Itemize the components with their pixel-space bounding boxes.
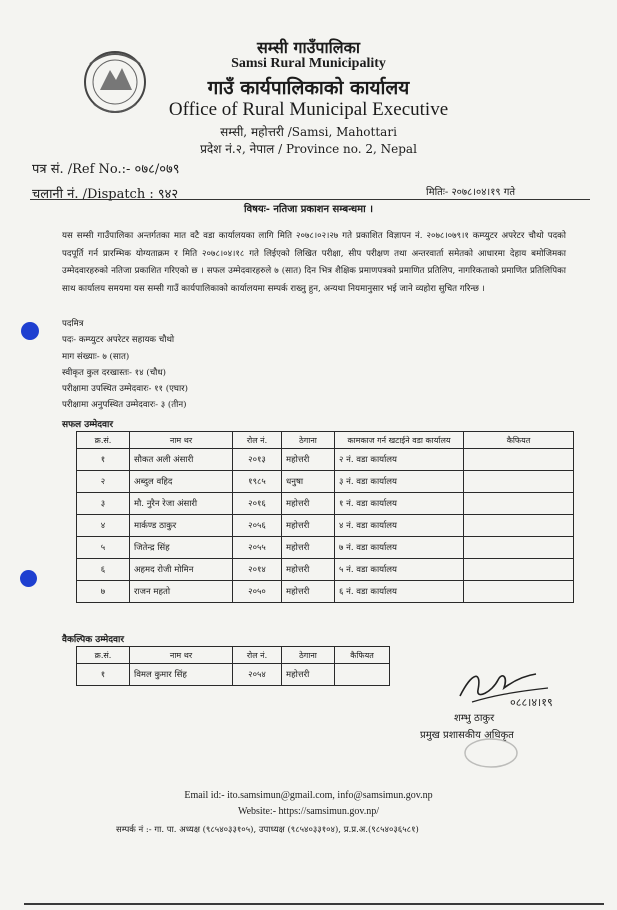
signature-date: ०८८।४।१९	[510, 696, 553, 708]
table-cell: महोत्तरी	[282, 449, 335, 471]
column-header: नाम थर	[130, 432, 233, 449]
letter-body: यस सम्सी गाउँपालिका अन्तर्गतका मात वटै वडा कार्यालयका लागि मिति २०७८।०२।२७ गते प्रकाशित विज्ञापन नं. २०७८।०७९।१ कम्प्युटर अपरेटर चौथो पदको पदपूर्ति गर्न प्रारम्भिक योग्यताक्रम र मिति २०७८।०४।१८ गते लिईएको लिखित परीक्षा, सीप परीक्षण तथा अन्तरवार्ता समेतको आधारमा देहाय बमोजिमका उम्मेदवारहरुको नतिजा प्रकाशित गरिएको छ । सफल उम्मेदवारहरुले ७ (सात) दिन भित्र शैक्षिक प्रमाणपत्रको प्रमाणित प्रतिलिप, नागरिकताको प्रमाणित प्रतिलिपिका साथ कार्यालय समयमा यस सम्सी गाउँ कार्यपालिकाको कार्यालयमा सम्पर्क राख्नु हुन, अन्यथा नियमानुसार भई जाने व्यहोरा सुचित गरिन्छ ।	[62, 231, 566, 294]
table-row	[77, 493, 574, 515]
column-header: रोल नं.	[233, 647, 282, 664]
table-cell: मौ. नुरैन रेजा अंसारी	[130, 493, 233, 515]
table-row	[77, 449, 574, 471]
recruitment-info	[62, 316, 188, 414]
column-header: कैफियत	[335, 647, 390, 664]
table-cell: ७	[77, 581, 130, 603]
footer-contact: सम्पर्क नं :- गा. पा. अध्यक्ष (९८५४०३३१०५), उपाध्यक्ष (९८५४०३३१०४), प्र.प्र.अ.(९८५४०३६५८१)	[116, 825, 419, 835]
table-cell	[464, 493, 574, 515]
table-cell	[335, 664, 390, 686]
table-cell: महोत्तरी	[282, 559, 335, 581]
province-line: प्रदेश नं.२, नेपाल / Province no. 2, Nepal	[200, 142, 417, 156]
punch-hole-dot-icon	[20, 570, 37, 587]
office-name-en: Office of Rural Municipal Executive	[168, 99, 449, 120]
info-seats: माग संख्याः- ७ (सात)	[62, 351, 130, 362]
letter-date: मितिः- २०७८।०४।१९ गते	[426, 187, 516, 198]
table-row	[77, 471, 574, 493]
table-cell: महोत्तरी	[282, 664, 335, 686]
table-cell: १	[77, 664, 130, 686]
punch-hole-dot-icon	[21, 322, 39, 340]
column-header: क्र.सं.	[77, 432, 130, 449]
handwritten-signature	[452, 662, 562, 708]
footer-website: Website:- https://samsimun.gov.np/	[237, 806, 380, 817]
signatory-title: प्रमुख प्रशासकीय अधिकृत	[420, 730, 514, 741]
table-row	[77, 559, 574, 581]
footer-divider	[24, 903, 604, 905]
info-applications: स्वीकृत कुल दरखास्तः- १४ (चौध)	[62, 367, 167, 378]
table-cell: ६	[77, 559, 130, 581]
table-cell: ४	[77, 515, 130, 537]
table-cell	[464, 581, 574, 603]
column-header: ठेगाना	[282, 432, 335, 449]
successful-candidates-title: सफल उम्मेदवार	[62, 420, 114, 430]
table-cell: विमल कुमार सिंह	[130, 664, 233, 686]
table-cell	[464, 559, 574, 581]
table-cell: १ नं. वडा कार्यालय	[335, 493, 464, 515]
info-absent: परीक्षामा अनुपस्थित उम्मेदवारः- ३ (तीन)	[62, 400, 187, 411]
table-cell: १	[77, 449, 130, 471]
table-cell: ३	[77, 493, 130, 515]
column-header: कामकाज गर्न खटाईने वडा कार्यालय	[335, 432, 464, 449]
table-header-row	[77, 432, 574, 449]
table-cell	[464, 537, 574, 559]
table-row	[77, 664, 390, 686]
column-header: नाम थर	[130, 647, 233, 664]
table-row	[77, 581, 574, 603]
table-row	[77, 515, 574, 537]
table-cell: महोत्तरी	[282, 537, 335, 559]
table-cell: मार्कण्ड ठाकुर	[130, 515, 233, 537]
office-address: सम्सी, महोत्तरी /Samsi, Mahottari	[220, 125, 397, 139]
column-header: कैफियत	[464, 432, 574, 449]
office-stamp	[462, 736, 520, 770]
table-cell: २०५६	[233, 515, 282, 537]
info-label: पदमित्र	[62, 319, 84, 329]
table-cell: ५ नं. वडा कार्यालय	[335, 559, 464, 581]
table-cell: २०५५	[233, 537, 282, 559]
successful-candidates-table	[76, 431, 574, 603]
table-cell	[464, 449, 574, 471]
table-cell: १९८५	[233, 471, 282, 493]
table-cell: जितेन्द्र सिंह	[130, 537, 233, 559]
column-header: क्र.सं.	[77, 647, 130, 664]
table-cell: २०५०	[233, 581, 282, 603]
signatory-name: शम्भु ठाकुर	[454, 713, 495, 724]
column-header: ठेगाना	[282, 647, 335, 664]
header-divider	[30, 199, 590, 200]
municipality-name-en: Samsi Rural Municipality	[231, 56, 386, 71]
table-header-row	[77, 647, 390, 664]
alternate-candidates-title: वैकल्पिक उम्मेदवार	[62, 635, 125, 645]
table-cell: ७ नं. वडा कार्यालय	[335, 537, 464, 559]
table-cell: २ नं. वडा कार्यालय	[335, 449, 464, 471]
info-present: परीक्षामा उपस्थित उम्मेदवारः- ११ (एघार)	[62, 384, 189, 395]
table-cell: २०१६	[233, 493, 282, 515]
table-row	[77, 537, 574, 559]
footer-email: Email id:- ito.samsimun@gmail.com, info@samsimun.gov.np	[184, 790, 433, 801]
reference-number: पत्र सं. /Ref No.:- ०७८/०७९	[32, 162, 180, 177]
table-cell: अब्दुल वहिद	[130, 471, 233, 493]
table-cell: २०१४	[233, 559, 282, 581]
info-post: पदः- कम्प्युटर अपरेटर सहायक चौथो	[62, 335, 175, 346]
table-cell: राजन महतो	[130, 581, 233, 603]
municipality-name-np: सम्सी गाउँपालिका	[256, 38, 361, 57]
table-cell: महोत्तरी	[282, 493, 335, 515]
office-name-np: गाउँ कार्यपालिकाको कार्यालय	[207, 77, 410, 99]
column-header: रोल नं.	[233, 432, 282, 449]
table-cell: सौकत अली अंसारी	[130, 449, 233, 471]
table-cell: धनुषा	[282, 471, 335, 493]
dispatch-number: चलानी नं. /Dispatch : ९४२	[32, 187, 179, 202]
table-cell: महोत्तरी	[282, 581, 335, 603]
table-cell: २०५४	[233, 664, 282, 686]
alternate-candidates-table	[76, 646, 390, 686]
table-cell: २	[77, 471, 130, 493]
table-cell: ५	[77, 537, 130, 559]
table-cell	[464, 515, 574, 537]
table-cell: ६ नं. वडा कार्यालय	[335, 581, 464, 603]
table-cell	[464, 471, 574, 493]
table-cell: ४ नं. वडा कार्यालय	[335, 515, 464, 537]
table-cell: ३ नं. वडा कार्यालय	[335, 471, 464, 493]
table-cell: अहमद रोजी मोमिन	[130, 559, 233, 581]
table-cell: २०१३	[233, 449, 282, 471]
table-cell: महोत्तरी	[282, 515, 335, 537]
letter-subject: विषयः- नतिजा प्रकाशन सम्बन्धमा ।	[244, 204, 373, 215]
